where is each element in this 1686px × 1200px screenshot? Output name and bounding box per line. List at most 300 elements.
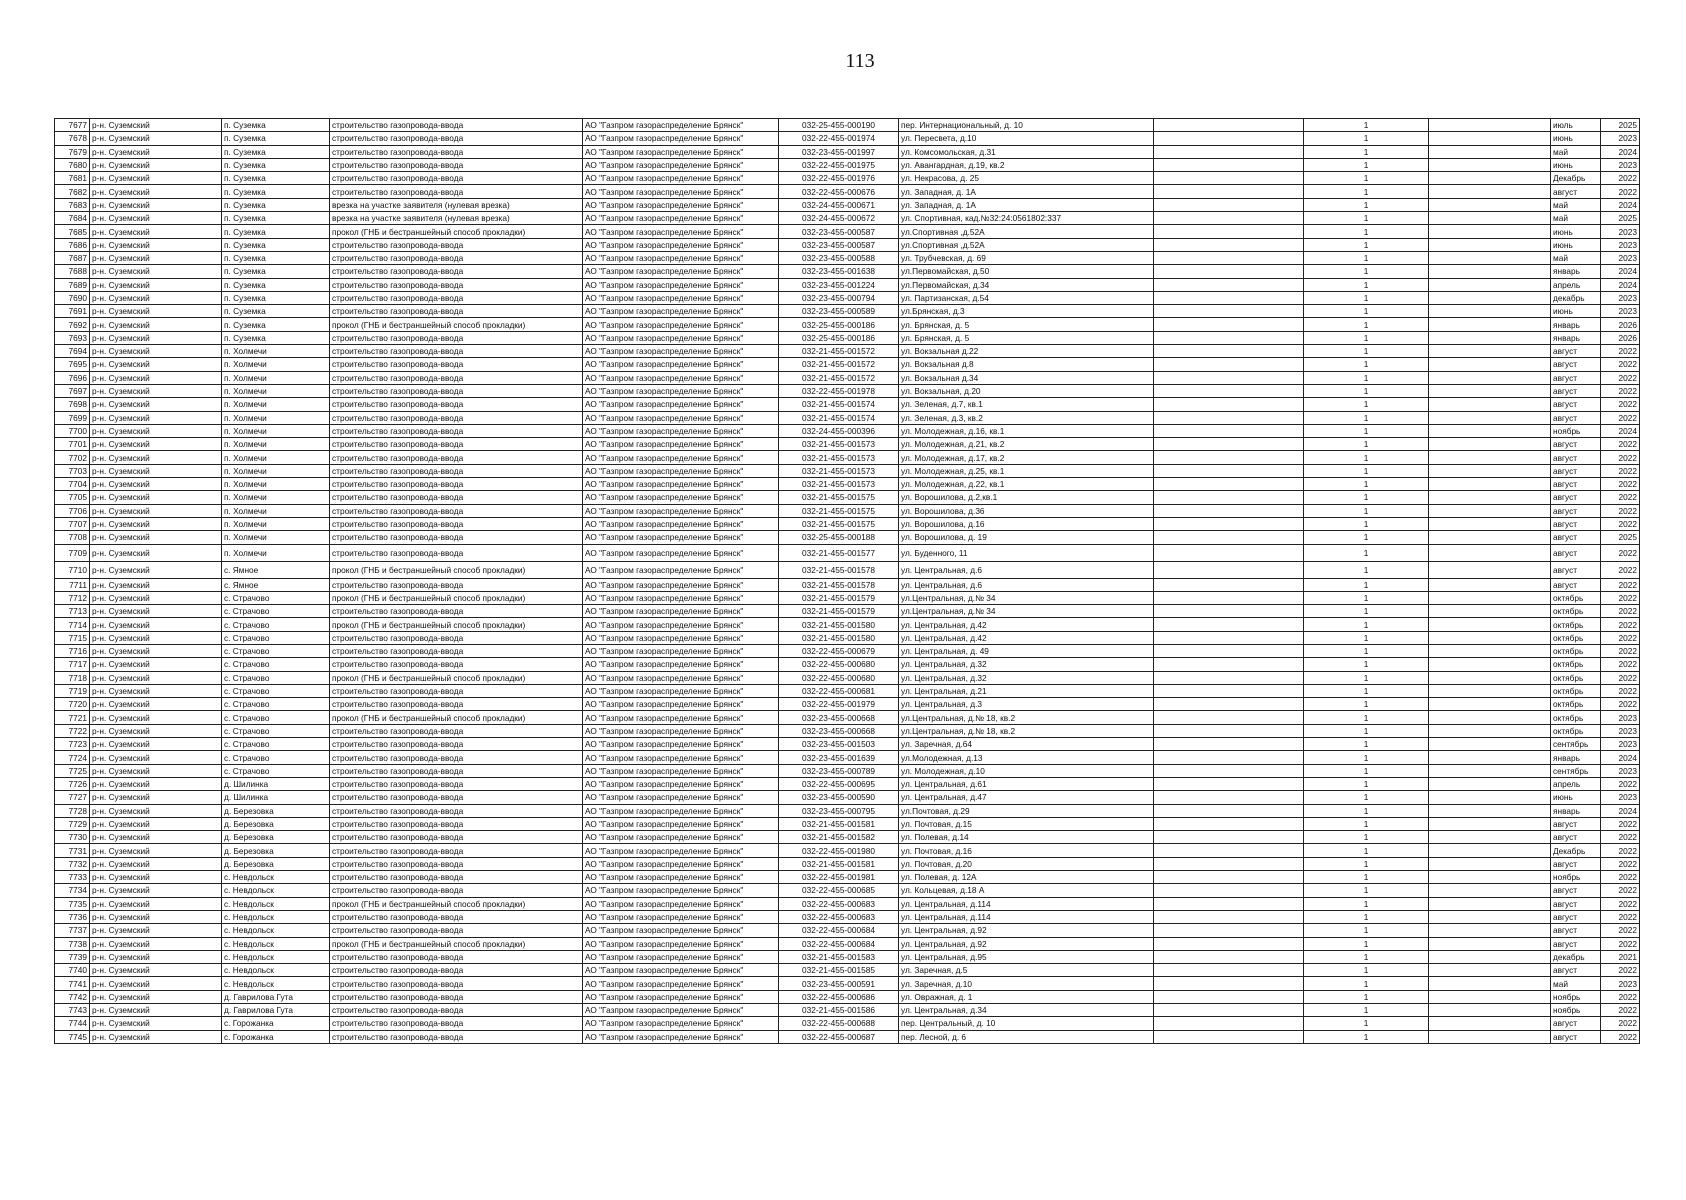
cell-work-type: строительство газопровода-ввода (330, 291, 583, 304)
cell-settlement: п. Суземка (222, 198, 330, 211)
cell-settlement: д. Березовка (222, 857, 330, 870)
cell-organization: АО "Газпром газораспределение Брянск" (583, 884, 779, 897)
cell-organization: АО "Газпром газораспределение Брянск" (583, 964, 779, 977)
cell-month: август (1551, 884, 1601, 897)
table-row (55, 291, 1640, 304)
cell-organization: АО "Газпром газораспределение Брянск" (583, 578, 779, 591)
cell-empty-col-b (1429, 924, 1551, 937)
cell-quantity: 1 (1304, 318, 1429, 331)
cell-year: 2022 (1601, 491, 1640, 504)
cell-row-number: 7704 (55, 478, 90, 491)
cell-quantity: 1 (1304, 591, 1429, 604)
cell-row-number: 7725 (55, 764, 90, 777)
cell-district: р-н. Суземский (90, 464, 222, 477)
cell-empty-col-a (1154, 251, 1304, 264)
cell-district: р-н. Суземский (90, 238, 222, 251)
cell-settlement: д. Шилинка (222, 791, 330, 804)
cell-empty-col-a (1154, 605, 1304, 618)
cell-month: январь (1551, 804, 1601, 817)
table-row (55, 711, 1640, 724)
cell-empty-col-a (1154, 751, 1304, 764)
table-row (55, 331, 1640, 344)
table-row (55, 185, 1640, 198)
cell-work-type: строительство газопровода-ввода (330, 544, 583, 561)
cell-month: май (1551, 977, 1601, 990)
cell-empty-col-b (1429, 804, 1551, 817)
cell-row-number: 7711 (55, 578, 90, 591)
cell-settlement: п. Суземка (222, 185, 330, 198)
cell-cadastral-number: 032-22-455-000685 (779, 884, 899, 897)
cell-district: р-н. Суземский (90, 424, 222, 437)
cell-settlement: с. Ямное (222, 578, 330, 591)
cell-settlement: п. Холмечи (222, 504, 330, 517)
cell-settlement: п. Суземка (222, 212, 330, 225)
cell-month: май (1551, 145, 1601, 158)
page-number: 113 (845, 50, 875, 72)
table-row (55, 990, 1640, 1003)
cell-empty-col-b (1429, 658, 1551, 671)
cell-address: ул.Центральная, д.№ 34 (899, 605, 1154, 618)
cell-empty-col-a (1154, 172, 1304, 185)
cell-empty-col-a (1154, 331, 1304, 344)
cell-address: ул. Центральная, д.21 (899, 684, 1154, 697)
cell-empty-col-a (1154, 225, 1304, 238)
cell-address: ул. Комсомольская, д.31 (899, 145, 1154, 158)
cell-month: июнь (1551, 305, 1601, 318)
cell-organization: АО "Газпром газораспределение Брянск" (583, 711, 779, 724)
table-row (55, 724, 1640, 737)
cell-row-number: 7677 (55, 119, 90, 132)
cell-settlement: п. Холмечи (222, 517, 330, 530)
cell-district: р-н. Суземский (90, 185, 222, 198)
cell-year: 2022 (1601, 504, 1640, 517)
cell-quantity: 1 (1304, 884, 1429, 897)
cell-address: ул. Почтовая, д.15 (899, 817, 1154, 830)
cell-work-type: строительство газопровода-ввода (330, 384, 583, 397)
cell-row-number: 7726 (55, 777, 90, 790)
cell-year: 2023 (1601, 724, 1640, 737)
cell-month: январь (1551, 751, 1601, 764)
cell-settlement: с. Страчово (222, 658, 330, 671)
cell-empty-col-b (1429, 305, 1551, 318)
cell-month: сентябрь (1551, 764, 1601, 777)
cell-district: р-н. Суземский (90, 358, 222, 371)
cell-cadastral-number: 032-21-455-001585 (779, 964, 899, 977)
cell-organization: АО "Газпром газораспределение Брянск" (583, 411, 779, 424)
cell-organization: АО "Газпром газораспределение Брянск" (583, 658, 779, 671)
cell-row-number: 7722 (55, 724, 90, 737)
cell-cadastral-number: 032-22-455-000683 (779, 910, 899, 923)
cell-work-type: прокол (ГНБ и бестраншейный способ прокладки) (330, 937, 583, 950)
cell-organization: АО "Газпром газораспределение Брянск" (583, 318, 779, 331)
cell-cadastral-number: 032-21-455-001573 (779, 478, 899, 491)
cell-month: октябрь (1551, 644, 1601, 657)
cell-year: 2022 (1601, 844, 1640, 857)
cell-settlement: п. Суземка (222, 251, 330, 264)
cell-cadastral-number: 032-23-455-000587 (779, 225, 899, 238)
cell-organization: АО "Газпром газораспределение Брянск" (583, 844, 779, 857)
cell-empty-col-b (1429, 132, 1551, 145)
cell-empty-col-a (1154, 644, 1304, 657)
cell-cadastral-number: 032-21-455-001573 (779, 464, 899, 477)
cell-settlement: п. Холмечи (222, 438, 330, 451)
cell-organization: АО "Газпром газораспределение Брянск" (583, 937, 779, 950)
cell-organization: АО "Газпром газораспределение Брянск" (583, 225, 779, 238)
cell-work-type: строительство газопровода-ввода (330, 438, 583, 451)
cell-cadastral-number: 032-21-455-001575 (779, 504, 899, 517)
cell-organization: АО "Газпром газораспределение Брянск" (583, 185, 779, 198)
cell-month: Декабрь (1551, 172, 1601, 185)
cell-address: ул. Спортивная, кад.№32:24:0561802:337 (899, 212, 1154, 225)
cell-quantity: 1 (1304, 544, 1429, 561)
cell-empty-col-a (1154, 464, 1304, 477)
cell-cadastral-number: 032-22-455-001979 (779, 698, 899, 711)
cell-row-number: 7696 (55, 371, 90, 384)
table-row (55, 817, 1640, 830)
cell-organization: АО "Газпром газораспределение Брянск" (583, 817, 779, 830)
cell-empty-col-b (1429, 831, 1551, 844)
cell-month: август (1551, 1017, 1601, 1030)
cell-empty-col-a (1154, 145, 1304, 158)
cell-year: 2023 (1601, 251, 1640, 264)
cell-month: май (1551, 212, 1601, 225)
table-body (55, 119, 1640, 1044)
cell-empty-col-b (1429, 698, 1551, 711)
cell-settlement: п. Холмечи (222, 371, 330, 384)
cell-empty-col-b (1429, 857, 1551, 870)
cell-empty-col-b (1429, 1017, 1551, 1030)
cell-quantity: 1 (1304, 198, 1429, 211)
cell-address: ул. Партизанская, д.54 (899, 291, 1154, 304)
cell-address: ул. Ворошилова, д.16 (899, 517, 1154, 530)
cell-month: июнь (1551, 225, 1601, 238)
cell-empty-col-b (1429, 291, 1551, 304)
cell-row-number: 7736 (55, 910, 90, 923)
cell-month: август (1551, 578, 1601, 591)
cell-work-type: прокол (ГНБ и бестраншейный способ прокладки) (330, 318, 583, 331)
cell-quantity: 1 (1304, 438, 1429, 451)
cell-quantity: 1 (1304, 451, 1429, 464)
cell-work-type: строительство газопровода-ввода (330, 924, 583, 937)
cell-empty-col-a (1154, 265, 1304, 278)
cell-empty-col-b (1429, 265, 1551, 278)
cell-cadastral-number: 032-22-455-001980 (779, 844, 899, 857)
cell-settlement: п. Холмечи (222, 491, 330, 504)
cell-work-type: строительство газопровода-ввода (330, 844, 583, 857)
cell-work-type: строительство газопровода-ввода (330, 251, 583, 264)
cell-empty-col-a (1154, 910, 1304, 923)
cell-work-type: прокол (ГНБ и бестраншейный способ прокладки) (330, 671, 583, 684)
cell-empty-col-b (1429, 817, 1551, 830)
cell-month: ноябрь (1551, 424, 1601, 437)
table-row (55, 265, 1640, 278)
cell-organization: АО "Газпром газораспределение Брянск" (583, 618, 779, 631)
cell-district: р-н. Суземский (90, 711, 222, 724)
cell-empty-col-b (1429, 158, 1551, 171)
cell-month: январь (1551, 331, 1601, 344)
cell-cadastral-number: 032-23-455-000794 (779, 291, 899, 304)
cell-quantity: 1 (1304, 345, 1429, 358)
cell-work-type: прокол (ГНБ и бестраншейный способ прокладки) (330, 711, 583, 724)
table-row (55, 438, 1640, 451)
cell-empty-col-b (1429, 644, 1551, 657)
cell-empty-col-a (1154, 561, 1304, 578)
cell-cadastral-number: 032-22-455-000688 (779, 1017, 899, 1030)
cell-row-number: 7723 (55, 738, 90, 751)
table-row (55, 145, 1640, 158)
cell-settlement: с. Ямное (222, 561, 330, 578)
cell-work-type: строительство газопровода-ввода (330, 172, 583, 185)
cell-work-type: прокол (ГНБ и бестраншейный способ прокладки) (330, 618, 583, 631)
cell-empty-col-b (1429, 937, 1551, 950)
cell-quantity: 1 (1304, 910, 1429, 923)
cell-cadastral-number: 032-21-455-001579 (779, 591, 899, 604)
cell-work-type: строительство газопровода-ввода (330, 910, 583, 923)
table-row (55, 804, 1640, 817)
cell-cadastral-number: 032-22-455-000687 (779, 1030, 899, 1043)
cell-empty-col-b (1429, 884, 1551, 897)
cell-settlement: п. Холмечи (222, 345, 330, 358)
cell-quantity: 1 (1304, 631, 1429, 644)
cell-cadastral-number: 032-23-455-000590 (779, 791, 899, 804)
cell-settlement: с. Страчово (222, 724, 330, 737)
table-row (55, 605, 1640, 618)
cell-year: 2024 (1601, 278, 1640, 291)
cell-address: ул.Центральная, д.№ 18, кв.2 (899, 724, 1154, 737)
cell-settlement: с. Невдольск (222, 910, 330, 923)
cell-year: 2022 (1601, 857, 1640, 870)
cell-empty-col-a (1154, 844, 1304, 857)
table-row (55, 451, 1640, 464)
cell-row-number: 7710 (55, 561, 90, 578)
cell-quantity: 1 (1304, 238, 1429, 251)
cell-work-type: строительство газопровода-ввода (330, 278, 583, 291)
cell-year: 2023 (1601, 977, 1640, 990)
cell-address: ул. Молодежная, д.21, кв.2 (899, 438, 1154, 451)
cell-row-number: 7699 (55, 411, 90, 424)
cell-month: июнь (1551, 791, 1601, 804)
table-row (55, 384, 1640, 397)
cell-cadastral-number: 032-25-455-000186 (779, 318, 899, 331)
cell-month: июль (1551, 119, 1601, 132)
cell-organization: АО "Газпром газораспределение Брянск" (583, 831, 779, 844)
cell-quantity: 1 (1304, 371, 1429, 384)
cell-year: 2022 (1601, 684, 1640, 697)
table-row (55, 544, 1640, 561)
cell-cadastral-number: 032-22-455-000684 (779, 937, 899, 950)
cell-work-type: строительство газопровода-ввода (330, 738, 583, 751)
cell-organization: АО "Газпром газораспределение Брянск" (583, 990, 779, 1003)
cell-empty-col-a (1154, 871, 1304, 884)
cell-settlement: д. Березовка (222, 831, 330, 844)
cell-row-number: 7680 (55, 158, 90, 171)
cell-work-type: строительство газопровода-ввода (330, 132, 583, 145)
cell-quantity: 1 (1304, 132, 1429, 145)
cell-district: р-н. Суземский (90, 198, 222, 211)
cell-year: 2023 (1601, 764, 1640, 777)
cell-quantity: 1 (1304, 605, 1429, 618)
cell-month: август (1551, 1030, 1601, 1043)
cell-cadastral-number: 032-25-455-000190 (779, 119, 899, 132)
cell-district: р-н. Суземский (90, 158, 222, 171)
cell-quantity: 1 (1304, 871, 1429, 884)
cell-month: август (1551, 937, 1601, 950)
table-row (55, 884, 1640, 897)
cell-month: август (1551, 438, 1601, 451)
cell-month: июнь (1551, 132, 1601, 145)
cell-row-number: 7733 (55, 871, 90, 884)
cell-year: 2025 (1601, 119, 1640, 132)
cell-settlement: п. Суземка (222, 225, 330, 238)
cell-row-number: 7695 (55, 358, 90, 371)
cell-work-type: строительство газопровода-ввода (330, 964, 583, 977)
cell-empty-col-b (1429, 424, 1551, 437)
cell-address: ул. Зеленая, д.3, кв.2 (899, 411, 1154, 424)
cell-cadastral-number: 032-21-455-001583 (779, 950, 899, 963)
cell-row-number: 7737 (55, 924, 90, 937)
cell-district: р-н. Суземский (90, 371, 222, 384)
cell-work-type: строительство газопровода-ввода (330, 658, 583, 671)
cell-year: 2022 (1601, 644, 1640, 657)
cell-organization: АО "Газпром газораспределение Брянск" (583, 924, 779, 937)
cell-address: ул.Центральная, д.№ 34 (899, 591, 1154, 604)
cell-quantity: 1 (1304, 158, 1429, 171)
cell-district: р-н. Суземский (90, 212, 222, 225)
cell-organization: АО "Газпром газораспределение Брянск" (583, 251, 779, 264)
cell-empty-col-b (1429, 578, 1551, 591)
cell-district: р-н. Суземский (90, 764, 222, 777)
cell-district: р-н. Суземский (90, 605, 222, 618)
cell-district: р-н. Суземский (90, 305, 222, 318)
cell-row-number: 7715 (55, 631, 90, 644)
cell-settlement: п. Суземка (222, 238, 330, 251)
cell-district: р-н. Суземский (90, 937, 222, 950)
cell-row-number: 7682 (55, 185, 90, 198)
table-row (55, 751, 1640, 764)
cell-cadastral-number: 032-22-455-000695 (779, 777, 899, 790)
cell-settlement: д. Шилинка (222, 777, 330, 790)
cell-cadastral-number: 032-23-455-000589 (779, 305, 899, 318)
cell-row-number: 7735 (55, 897, 90, 910)
cell-settlement: с. Страчово (222, 684, 330, 697)
cell-row-number: 7743 (55, 1004, 90, 1017)
table-row (55, 844, 1640, 857)
cell-year: 2025 (1601, 212, 1640, 225)
cell-address: ул. Молодежная, д.10 (899, 764, 1154, 777)
cell-settlement: п. Холмечи (222, 478, 330, 491)
cell-month: январь (1551, 318, 1601, 331)
cell-cadastral-number: 032-21-455-001581 (779, 857, 899, 870)
cell-month: август (1551, 517, 1601, 530)
cell-empty-col-a (1154, 1030, 1304, 1043)
cell-row-number: 7690 (55, 291, 90, 304)
table-row (55, 212, 1640, 225)
table-row (55, 897, 1640, 910)
cell-address: ул. Центральная, д.42 (899, 618, 1154, 631)
cell-address: ул. Центральная, д.34 (899, 1004, 1154, 1017)
cell-settlement: п. Суземка (222, 265, 330, 278)
cell-month: август (1551, 398, 1601, 411)
cell-row-number: 7681 (55, 172, 90, 185)
cell-work-type: строительство газопровода-ввода (330, 605, 583, 618)
cell-month: октябрь (1551, 591, 1601, 604)
cell-organization: АО "Газпром газораспределение Брянск" (583, 605, 779, 618)
cell-address: ул. Молодежная, д.17, кв.2 (899, 451, 1154, 464)
cell-cadastral-number: 032-21-455-001573 (779, 438, 899, 451)
cell-month: август (1551, 345, 1601, 358)
cell-month: май (1551, 198, 1601, 211)
cell-quantity: 1 (1304, 491, 1429, 504)
cell-month: январь (1551, 265, 1601, 278)
cell-year: 2022 (1601, 671, 1640, 684)
cell-quantity: 1 (1304, 684, 1429, 697)
cell-year: 2026 (1601, 318, 1640, 331)
cell-settlement: д. Гаврилова Гута (222, 1004, 330, 1017)
cell-district: р-н. Суземский (90, 331, 222, 344)
cell-quantity: 1 (1304, 990, 1429, 1003)
cell-year: 2023 (1601, 158, 1640, 171)
cell-organization: АО "Газпром газораспределение Брянск" (583, 977, 779, 990)
cell-district: р-н. Суземский (90, 817, 222, 830)
table-row (55, 531, 1640, 544)
table-row (55, 305, 1640, 318)
cell-empty-col-a (1154, 777, 1304, 790)
cell-empty-col-a (1154, 711, 1304, 724)
cell-empty-col-a (1154, 278, 1304, 291)
cell-quantity: 1 (1304, 937, 1429, 950)
cell-address: ул.Центральная, д.№ 18, кв.2 (899, 711, 1154, 724)
cell-row-number: 7745 (55, 1030, 90, 1043)
cell-settlement: с. Страчово (222, 738, 330, 751)
cell-address: ул.Молодежная, д.13 (899, 751, 1154, 764)
cell-district: р-н. Суземский (90, 504, 222, 517)
cell-address: ул. Центральная, д. 49 (899, 644, 1154, 657)
cell-year: 2023 (1601, 238, 1640, 251)
cell-row-number: 7713 (55, 605, 90, 618)
cell-address: ул. Почтовая, д.16 (899, 844, 1154, 857)
table-row (55, 658, 1640, 671)
cell-district: р-н. Суземский (90, 438, 222, 451)
cell-quantity: 1 (1304, 119, 1429, 132)
cell-cadastral-number: 032-21-455-001580 (779, 618, 899, 631)
table-row (55, 698, 1640, 711)
cell-district: р-н. Суземский (90, 1030, 222, 1043)
cell-address: ул.Брянская, д.3 (899, 305, 1154, 318)
cell-settlement: п. Суземка (222, 132, 330, 145)
cell-organization: АО "Газпром газораспределение Брянск" (583, 1004, 779, 1017)
cell-year: 2022 (1601, 605, 1640, 618)
cell-work-type: строительство газопровода-ввода (330, 990, 583, 1003)
cell-organization: АО "Газпром газораспределение Брянск" (583, 671, 779, 684)
cell-cadastral-number: 032-23-455-000668 (779, 711, 899, 724)
cell-settlement: п. Холмечи (222, 451, 330, 464)
table-row (55, 671, 1640, 684)
cell-settlement: с. Страчово (222, 698, 330, 711)
cell-row-number: 7744 (55, 1017, 90, 1030)
cell-work-type: строительство газопровода-ввода (330, 424, 583, 437)
cell-district: р-н. Суземский (90, 145, 222, 158)
cell-organization: АО "Газпром газораспределение Брянск" (583, 305, 779, 318)
cell-empty-col-a (1154, 291, 1304, 304)
cell-row-number: 7698 (55, 398, 90, 411)
cell-settlement: с. Горожанка (222, 1017, 330, 1030)
cell-district: р-н. Суземский (90, 897, 222, 910)
cell-cadastral-number: 032-24-455-000671 (779, 198, 899, 211)
cell-quantity: 1 (1304, 1030, 1429, 1043)
table-row (55, 631, 1640, 644)
cell-address: ул.Первомайская, д.50 (899, 265, 1154, 278)
cell-month: август (1551, 451, 1601, 464)
